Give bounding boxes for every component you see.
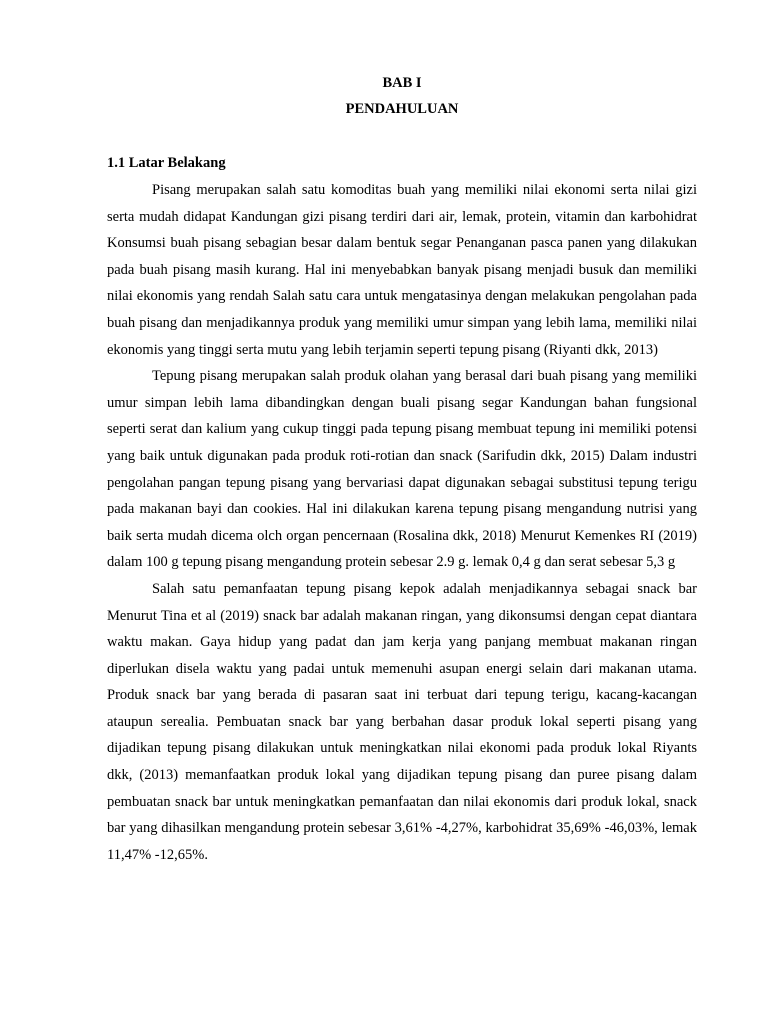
chapter-title: PENDAHULUAN	[345, 101, 459, 117]
paragraph-2: Tepung pisang merupakan salah produk olahan yang berasal dari buah pisang yang memiliki umur simpan lebih lama dibandingkan dengan buali pisang segar Kandungan bahan fungsional seperti serat dan kalium yang cukup tinggi pada tepung pisang membuat tepung ini memiliki potensi yang baik untuk digunakan pada produk roti-rotian dan snack (Sarifudin dkk, 2015) Dalam industri pengolahan pangan tepung pisang yang bervariasi dapat digunakan sebagai substitusi tepung terigu pada makanan bayi dan cookies. Hal ini dilakukan karena tepung pisang mengandung nutrisi yang baik serta mudah dicema olch organ pencernaan (Rosalina dkk, 2018) Menurut Kemenkes RI (2019) dalam 100 g tepung pisang mengandung protein sebesar 2.9 g. lemak 0,4 g dan serat sebesar 5,3 g	[107, 368, 697, 571]
paragraph-1: Pisang merupakan salah satu komoditas buah yang memiliki nilai ekonomi serta nilai gizi serta mudah didapat Kandungan gizi pisang terdiri dari air, lemak, protein, vitamin dan karbohidrat Konsumsi buah pisang sebagian besar dalam bentuk segar Penanganan pasca panen yang dilakukan pada buah pisang masih kurang. Hal ini menyebabkan banyak pisang menjadi busuk dan memiliki nilai ekonomis yang rendah Salah satu cara untuk mengatasinya dengan melakukan pengolahan pada buah pisang dan menjadikannya produk yang memiliki umur simpan yang lebih lama, memiliki nilai ekonomis yang tinggi serta mutu yang lebih terjamin seperti tepung pisang (Riyanti dkk, 2013)	[107, 182, 697, 358]
paragraph-3: Salah satu pemanfaatan tepung pisang kepok adalah menjadikannya sebagai snack bar Menurut Tina et al (2019) snack bar adalah makanan ringan, yang dikonsumsi dengan cepat diantara waktu makan. Gaya hidup yang padat dan jam kerja yang panjang membuat makanan ringan diperlukan disela waktu yang padai untuk memenuhi asupan energi selain dari makanan utama. Produk snack bar yang berada di pasaran saat ini terbuat dari tepung terigu, kacang-kacangan ataupun serealia. Pembuatan snack bar yang berbahan dasar produk lokal seperti pisang yang dijadikan tepung pisang dilakukan untuk meningkatkan nilai ekonomi pada produk lokal Riyants dkk, (2013) memanfaatkan produk lokal yang dijadikan tepung pisang dan puree pisang dalam pembuatan snack bar untuk meningkatkan pemanfaatan dan nilai ekonomis dari produk lokal, snack bar yang dihasilkan mengandung protein sebesar 3,61% -4,27%, karbohidrat 35,69% -46,03%, lemak 11,47% -12,65%.	[107, 580, 697, 863]
chapter-number: BAB I	[382, 75, 422, 91]
body-text	[107, 177, 697, 868]
section-heading: 1.1 Latar Belakang	[107, 155, 226, 171]
